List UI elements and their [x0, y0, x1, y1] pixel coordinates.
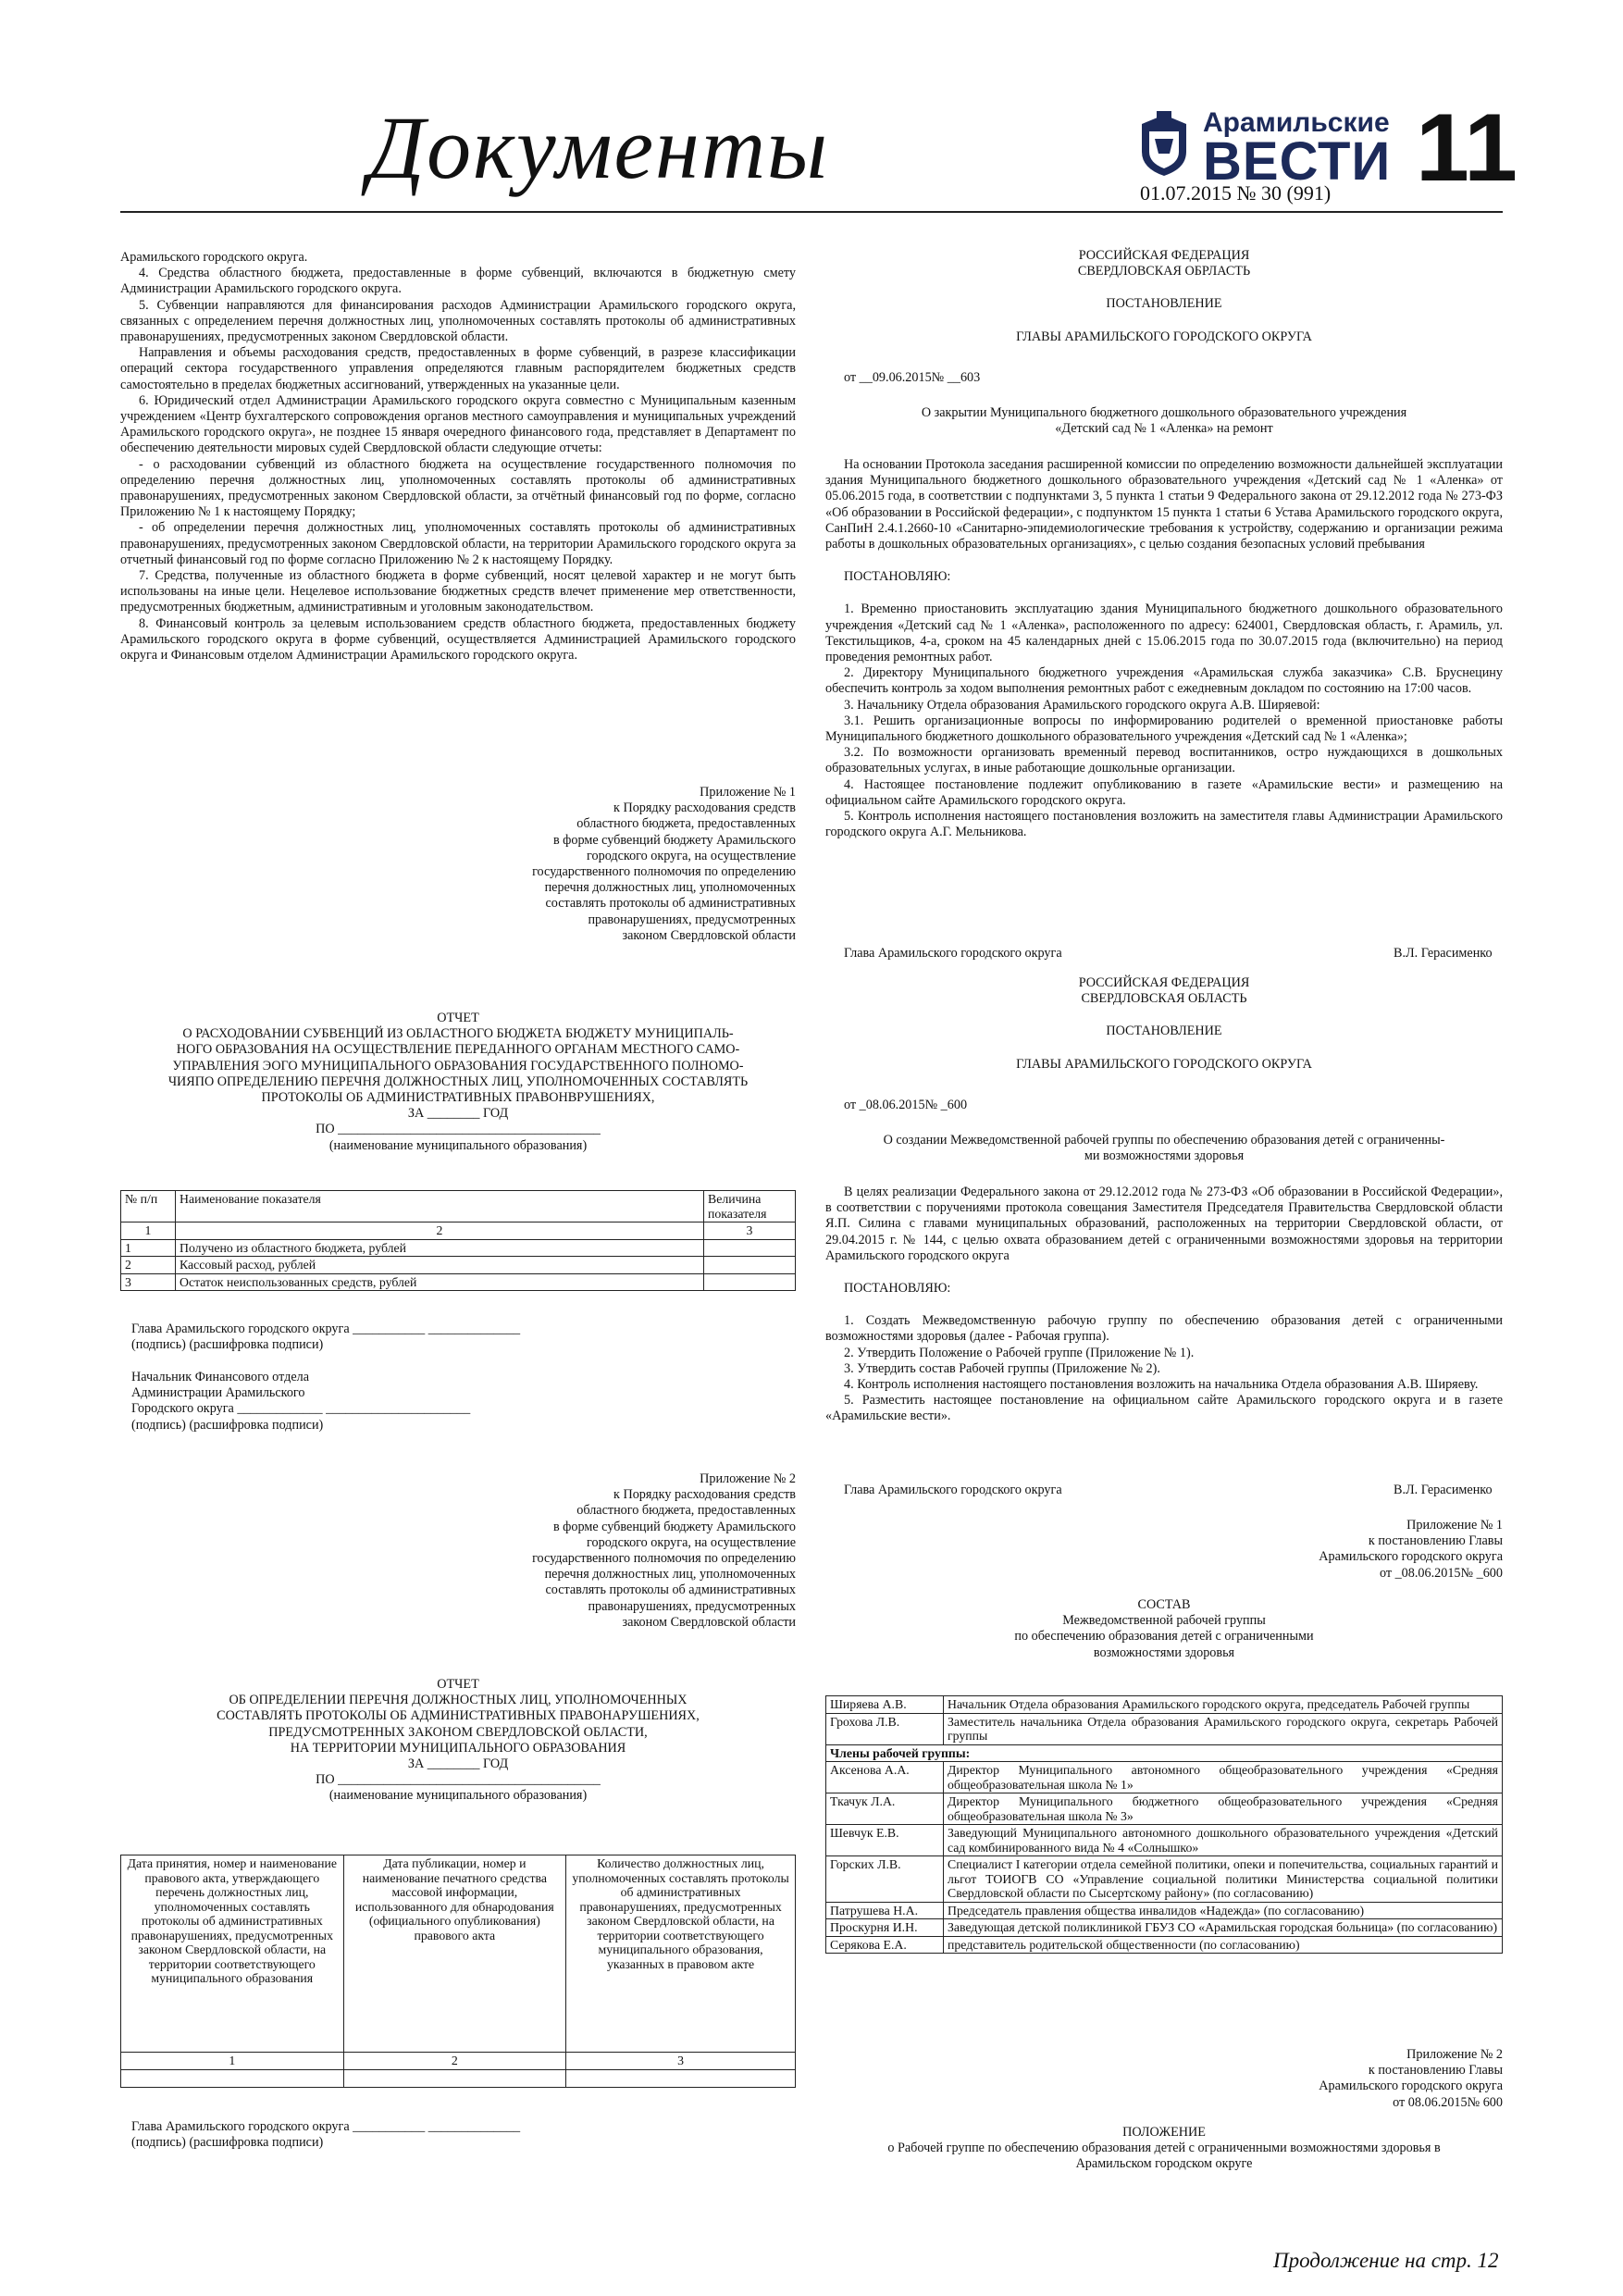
decree-org: ГЛАВЫ АРАМИЛЬСКОГО ГОРОДСКОГО ОКРУГА [1016, 329, 1312, 344]
table-cell: 2 [176, 1222, 704, 1240]
member-role: Директор Муниципального автономного общеобразовательного учреждения «Средняя общеобразовательная школа № 1» [944, 1762, 1503, 1793]
signature-line: Глава Арамильского городского округа ___________ ______________ [131, 1322, 521, 1336]
signature-line: Начальник Финансового отдела [131, 1370, 309, 1384]
appendix-line: от _08.06.2015№ _600 [1379, 1565, 1503, 1581]
decree-item: 1. Временно приостановить эксплуатацию здания Муниципального бюджетного дошкольного образовательного учреждения «Детский сад № 1 «Аленка», расположенного по адресу: 624001, Свердловская область, г. Арамиль, ул. Текстильщиков, 4-а, сроком на 45 календарных дней с 15.06.2015 года по 30.07.2015 года (включительно) на период проведения ремонтных работ. [825, 602, 1503, 665]
paragraph: 7. Средства, полученные из областного бюджета в форме субвенций, носят целевой характер и не могут быть использованы на иные цели. Нецелевое использование бюджетных средств влечет применение мер ответственности, предусмотренных бюджетным, административным и уголовным законодательством. [120, 568, 796, 615]
heading-line: РОССИЙСКАЯ ФЕДЕРАЦИЯ [1078, 248, 1250, 263]
appendix-line: к постановлению Главы [1368, 2063, 1503, 2079]
regulation-line: о Рабочей группе по обеспечению образования детей с ограниченными возможностями здоровья в [887, 2141, 1441, 2156]
table-cell: 2 [121, 1257, 176, 1274]
appendix-line: Арамильского городского округа [1319, 2079, 1503, 2094]
table-row [121, 2069, 796, 2087]
table-cell: 3 [121, 1273, 176, 1291]
table-cell [566, 2069, 796, 2087]
table-cell [704, 1257, 796, 1274]
appendix-line: государственного полномочия по определению [532, 864, 796, 880]
signature-block-2 [131, 1370, 687, 1433]
member-name: Серякова Е.А. [826, 1936, 944, 1954]
section-title: Документы [368, 98, 830, 197]
report-2-heading [120, 1677, 796, 1805]
table-cell: 1 [121, 1239, 176, 1257]
member-name: Ширяева А.В. [826, 1696, 944, 1714]
report-line: ПО ________________________________________ [316, 1122, 601, 1137]
table-header-cell: Количество должностных лиц, уполномоченных составлять протоколы об административных правонарушениях, предусмотренных законом Свердловской области, на территории соответствующего муниципального образования, указанных в правовом акте [566, 1855, 796, 2053]
appendix-line: Приложение № 2 [1406, 2047, 1503, 2062]
logo-text-top: Арамильские [1203, 107, 1390, 138]
member-name: Шевчук Е.В. [826, 1825, 944, 1856]
page-number: 11 [1416, 94, 1518, 202]
report-1-table [120, 1190, 796, 1291]
decree-item: 2. Директору Муниципального бюджетного учреждения «Арамильская служба заказчика» С.В. Бруснецину обеспечить контроль за ходом выполнения ремонтных работ с ежедневным докладом по состоянию на 17:00 часов. [825, 665, 1503, 697]
resolve-word: ПОСТАНОВЛЯЮ: [844, 1281, 951, 1297]
signature-line: Глава Арамильского городского округа ___________ ______________ [131, 2119, 521, 2134]
decree-item: 5. Разместить настоящее постановление на официальном сайте Арамильского городского округа и в газете «Арамильские вести». [825, 1393, 1503, 1424]
table-row [826, 1793, 1503, 1825]
decree-item: 4. Контроль исполнения настоящего постановления возложить на начальника Отдела образования А.В. Ширяеву. [844, 1377, 1479, 1393]
decree-org: ГЛАВЫ АРАМИЛЬСКОГО ГОРОДСКОГО ОКРУГА [1016, 1056, 1312, 1072]
issue-date: 01.07.2015 № 30 (991) [1140, 181, 1332, 205]
decree-item: 3. Начальнику Отдела образования Арамильского городского округа А.В. Ширяевой: [844, 697, 1320, 713]
decree-kind: ПОСТАНОВЛЕНИЕ [1106, 296, 1222, 312]
table-row [826, 1919, 1503, 1937]
table-header-cell: Наименование показателя [176, 1191, 704, 1222]
decree-600-sign-name: В.Л. Герасименко [1394, 1483, 1493, 1497]
paragraph: 4. Средства областного бюджета, предоставленные в форме субвенций, включаются в бюджетную смету Администрации Арамильского городского округа. [120, 266, 796, 297]
members-subheader: Члены рабочей группы: [826, 1744, 1503, 1762]
report-line: НА ТЕРРИТОРИИ МУНИЦИПАЛЬНОГО ОБРАЗОВАНИЯ [290, 1740, 626, 1756]
decree-item: 1. Создать Межведомственную рабочую группу по обеспечению образования детей с ограниченными возможностями здоровья (далее - Рабочая группа). [825, 1313, 1503, 1345]
subject-line: ми возможностями здоровья [1084, 1148, 1245, 1164]
appendix-line: к Порядку расходования средств [613, 800, 796, 816]
report-2-table [120, 1855, 796, 2088]
table-cell: 3 [704, 1222, 796, 1240]
composition-line: Межведомственной рабочей группы [1062, 1613, 1266, 1629]
appendix-1-heading [426, 785, 796, 944]
report-title: ОТЧЕТ [437, 1677, 479, 1692]
report-line: (наименование муниципального образования) [328, 1137, 588, 1153]
report-line: О РАСХОДОВАНИИ СУБВЕНЦИЙ ИЗ ОБЛАСТНОГО БЮДЖЕТА БЮДЖЕТУ МУНИЦИПАЛЬ- [182, 1026, 734, 1042]
signature-caption: (подпись) (расшифровка подписи) [131, 1417, 324, 1433]
composition-heading [825, 1597, 1503, 1661]
member-name: Проскурня И.Н. [826, 1919, 944, 1937]
table-row [121, 1257, 796, 1274]
appendix-line: законом Свердловской области [622, 1614, 796, 1630]
member-role: Заведующая детской поликлиникой ГБУЗ СО «Арамильская городская больница» (по согласованию) [944, 1919, 1503, 1937]
report-1-heading [120, 1011, 796, 1154]
appendix-title: Приложение № 1 [700, 785, 796, 800]
preamble: В целях реализации Федерального закона от 29.12.2012 года № 273-ФЗ «Об образовании в Российской Федерации», в соответствии с поручениями протокола совещания Заместителя Председателя Правительства Свердловской области Я.П. Силина с главами муниципальных образований, расположенных на территории Свердловской области, от 29.04.2015 г. № 144, с целью охвата образованием детей с ограниченными возможностями здоровья на территории Арамильского городского округа [825, 1185, 1503, 1263]
decree-600-body [825, 1185, 1503, 1425]
appendix-line: перечня должностных лиц, уполномоченных [544, 880, 796, 896]
appendix-line: составлять протоколы об административных [545, 896, 796, 912]
decree-item: 3.1. Решить организационные вопросы по информированию родителей о временной приостановке работы Муниципального бюджетного дошкольного образовательного учреждения «Детский сад № 1 «Аленка»; [825, 713, 1503, 745]
appendix-line: в форме субвенций бюджету Арамильского [552, 1519, 796, 1534]
composition-line: по обеспечению образования детей с ограниченными [1014, 1629, 1314, 1644]
appendix-line: Приложение № 1 [1406, 1518, 1503, 1533]
table-numbering-row [121, 2053, 796, 2070]
member-role: Председатель правления общества инвалидов «Надежда» (по согласованию) [944, 1902, 1503, 1919]
appendix-title: Приложение № 2 [700, 1471, 796, 1486]
decree-item: 3.2. По возможности организовать временный перевод воспитанников, остро нуждающихся в дошкольных образовательных услугах, в иные работающие дошкольные организации. [825, 745, 1503, 776]
paragraph: Направления и объемы расходования средств, предоставленных в форме субвенций, в разрезе классификации операций сектора государственного управления определяются главным распорядителем бюджетных средств самостоятельно в пределах бюджетных ассигнований, утвержденных на указанные цели. [120, 345, 796, 392]
table-row [826, 1713, 1503, 1744]
signature-caption: (подпись) (расшифровка подписи) [131, 2135, 324, 2151]
table-row [826, 1744, 1503, 1762]
table-row [826, 1762, 1503, 1793]
paragraph: - об определении перечня должностных лиц, уполномоченных составлять протоколы об административных правонарушениях, предусмотренных законом Свердловской области, на территории Арамильского городского округа за отчетный финансовый год по форме согласно Приложению № 2 к настоящему Порядку. [120, 520, 796, 567]
decree-item: 2. Утвердить Положение о Рабочей группе (Приложение № 1). [844, 1345, 1195, 1360]
table-header-cell: Дата принятия, номер и наименование правового акта, утверждающего перечень должностных лиц, уполномоченных составлять протоколы об административных правонарушениях, предусмотренных законом Свердловской области, на территории соответствующего муниципального образования [121, 1855, 344, 2053]
continued-note: Продолжение на стр. 12 [1273, 2249, 1499, 2272]
heading-line: РОССИЙСКАЯ ФЕДЕРАЦИЯ [1078, 975, 1250, 990]
report-line: ПО ________________________________________ [316, 1772, 601, 1788]
appendix-line: Арамильского городского округа [1319, 1549, 1503, 1565]
composition-title: СОСТАВ [1137, 1597, 1191, 1612]
member-role: Директор Муниципального бюджетного общеобразовательного учреждения «Средняя общеобразовательная школа № 3» [944, 1793, 1503, 1825]
decree-item: 3. Утвердить состав Рабочей группы (Приложение № 2). [844, 1360, 1160, 1376]
member-name: Аксенова А.А. [826, 1762, 944, 1793]
table-cell: 1 [121, 2053, 344, 2070]
decree-600-appendix-1-heading [1188, 1518, 1503, 1582]
paragraph: Арамильского городского округа. [120, 250, 308, 265]
table-cell [704, 1239, 796, 1257]
appendix-line: к постановлению Главы [1368, 1533, 1503, 1549]
appendix-line: городского округа, на осуществление [587, 1534, 796, 1550]
signature-block-1 [131, 1322, 687, 1353]
member-role: Специалист I категории отдела семейной политики, опеки и попечительства, социальных гарантий и льгот ТОИОГВ СО «Управление социальной политики Министерства социальной политики Свердловской области по Сысертскому району» (по согласованию) [944, 1856, 1503, 1903]
appendix-line: областного бюджета, предоставленных [576, 816, 796, 832]
appendix-line: к Порядку расходования средств [613, 1487, 796, 1503]
appendix-line: законом Свердловской области [622, 927, 796, 943]
report-line: ЧИЯПО ОПРЕДЕЛЕНИЮ ПЕРЕЧНЯ ДОЛЖНОСТНЫХ ЛИЦ, УПОЛНОМОЧЕННЫХ СОСТАВЛЯТЬ [167, 1074, 749, 1089]
table-cell [704, 1273, 796, 1291]
table-cell: Остаток неиспользованных средств, рублей [176, 1273, 704, 1291]
appendix-line: в форме субвенций бюджету Арамильского [552, 832, 796, 848]
report-line: ОБ ОПРЕДЕЛЕНИИ ПЕРЕЧНЯ ДОЛЖНОСТНЫХ ЛИЦ, УПОЛНОМОЧЕННЫХ [229, 1693, 688, 1708]
header-divider [120, 211, 1503, 213]
decree-item: 5. Контроль исполнения настоящего постановления возложить на заместителя главы Администрации Арамильского городского округа А.Г. Мельникова. [825, 809, 1503, 840]
table-header-cell: № п/п [121, 1191, 176, 1222]
signature-caption: (подпись) (расшифровка подписи) [131, 1337, 324, 1353]
table-cell: 2 [343, 2053, 566, 2070]
decree-603-subject [825, 405, 1503, 437]
crest-icon [1136, 111, 1192, 178]
paragraph: 6. Юридический отдел Администрации Арамильского городского округа совместно с Муниципальным казенным учреждением «Центр бухгалтерского сопровождения органов местного самоуправления и муниципальных учреждений Арамильского городского округа», не позднее 15 января очередного финансового года, представляет в Департамент по обеспечению деятельности мировых судей Свердловской области следующие отчеты: [120, 392, 796, 456]
member-name: Грохова Л.В. [826, 1713, 944, 1744]
heading-line: СВЕРДЛОВСКАЯ ОБРЛАСТЬ [1077, 264, 1251, 279]
composition-line: возможностями здоровья [1093, 1644, 1235, 1660]
subject-line: О создании Межведомственной рабочей группы по обеспечению образования детей с ограниченны- [883, 1133, 1445, 1148]
member-role: представитель родительской общественности (по согласованию) [944, 1936, 1503, 1954]
table-cell: Кассовый расход, рублей [176, 1257, 704, 1274]
member-role: Заведующий Муниципального автономного дошкольного образовательного учреждения «Детский сад комбинированного вида № 4 «Солнышко» [944, 1825, 1503, 1856]
table-row [826, 1936, 1503, 1954]
table-cell [121, 2069, 344, 2087]
paragraph: - о расходовании субвенций из областного бюджета на осуществление государственного полномочия по определению перечня должностных лиц, уполномоченных составлять протоколы об административных правонарушениях, предусмотренных законом Свердловской области, за отчётный финансовый год по форме, согласно Приложению № 1 к настоящему Порядку; [120, 456, 796, 520]
table-header-cell: Дата публикации, номер и наименование печатного средства массовой информации, использованного для обнародования (официального опубликования) правового акта [343, 1855, 566, 2053]
table-cell [343, 2069, 566, 2087]
report-line: НОГО ОБРАЗОВАНИЯ НА ОСУЩЕСТВЛЕНИЕ ПЕРЕДАННОГО ОРГАНАМ МЕСТНОГО САМО- [176, 1042, 740, 1058]
decree-603-heading [825, 248, 1503, 345]
appendix-line: городского округа, на осуществление [587, 848, 796, 863]
decree-item: 4. Настоящее постановление подлежит опубликованию в газете «Арамильские вести» и размещению на официальном сайте Арамильского городского округа. [825, 776, 1503, 808]
decree-603-sign-name: В.Л. Герасименко [1394, 946, 1493, 961]
member-role: Начальник Отдела образования Арамильского городского округа, председатель Рабочей группы [944, 1696, 1503, 1714]
resolve-word: ПОСТАНОВЛЯЮ: [844, 569, 951, 585]
report-line: УПРАВЛЕНИЯ ЭОГО МУНИЦИПАЛЬНОГО ОБРАЗОВАНИЯ ГОСУДАРСТВЕННОГО ПОЛНОМО- [172, 1058, 744, 1074]
member-name: Патрушева Н.А. [826, 1902, 944, 1919]
report-title: ОТЧЕТ [437, 1011, 479, 1025]
table-row [826, 1856, 1503, 1903]
report-line: СОСТАВЛЯТЬ ПРОТОКОЛЫ ОБ АДМИНИСТРАТИВНЫХ ПРАВОНАРУШЕНИЯХ, [217, 1708, 700, 1724]
regulation-line: Арамильском городском округе [1075, 2156, 1253, 2172]
member-name: Горских Л.В. [826, 1856, 944, 1903]
decree-600-subject [825, 1133, 1503, 1164]
decree-600-sign-title: Глава Арамильского городского округа [844, 1483, 1062, 1497]
report-line: ЗА ________ ГОД [407, 1106, 509, 1122]
signature-line: Городского округа _____________ ______________________ [131, 1401, 471, 1417]
signature-block-3 [131, 2119, 687, 2151]
appendix-line: составлять протоколы об административных [545, 1582, 796, 1598]
newspaper-logo [1136, 104, 1392, 192]
working-group-table [825, 1695, 1503, 1954]
table-row [121, 1273, 796, 1291]
appendix-line: от 08.06.2015№ 600 [1393, 2094, 1503, 2110]
signature-line: Администрации Арамильского [131, 1385, 305, 1401]
decree-600-date: от _08.06.2015№ _600 [844, 1098, 968, 1112]
decree-603-date: от __09.06.2015№ __603 [844, 370, 981, 385]
table-header-row [121, 1191, 796, 1222]
table-cell: Получено из областного бюджета, рублей [176, 1239, 704, 1257]
table-row [121, 1239, 796, 1257]
appendix-line: государственного полномочия по определению [532, 1551, 796, 1567]
member-role: Заместитель начальника Отдела образования Арамильского городского округа, секретарь Рабочей группы [944, 1713, 1503, 1744]
table-header-cell: Величина показателя [704, 1191, 796, 1222]
decree-603-body [825, 457, 1503, 840]
appendix-2-heading [426, 1471, 796, 1631]
paragraph: 8. Финансовый контроль за целевым использованием средств областного бюджета, предоставленных бюджету Арамильского городского округа в форме субвенций, осуществляется Администрацией Арамильского городского округа и Финансовым отделом Администрации Арамильского городского округа. [120, 615, 796, 664]
table-numbering-row [121, 1222, 796, 1240]
report-line: ПРЕДУСМОТРЕННЫХ ЗАКОНОМ СВЕРДЛОВСКОЙ ОБЛАСТИ, [268, 1724, 648, 1740]
table-row [826, 1696, 1503, 1714]
table-row [826, 1902, 1503, 1919]
regulation-title: ПОЛОЖЕНИЕ [1122, 2125, 1206, 2140]
report-line: (наименование муниципального образования) [328, 1788, 588, 1804]
table-row [826, 1825, 1503, 1856]
appendix-line: областного бюджета, предоставленных [576, 1503, 796, 1519]
table-cell: 1 [121, 1222, 176, 1240]
decree-603-sign-title: Глава Арамильского городского округа [844, 946, 1062, 961]
heading-line: СВЕРДЛОВСКАЯ ОБЛАСТЬ [1081, 991, 1247, 1007]
decree-600-appendix-2-heading [1188, 2047, 1503, 2111]
table-header-row [121, 1855, 796, 2053]
paragraph: 5. Субвенции направляются для финансирования расходов Администрации Арамильского городского округа, связанных с определением перечня должностных лиц, уполномоченных составлять протоколы об административных правонарушениях, предусмотренных законом Свердловской области. [120, 297, 796, 345]
table-cell: 3 [566, 2053, 796, 2070]
preamble: На основании Протокола заседания расширенной комиссии по определению возможности дальнейшей эксплуатации здания Муниципального бюджетного дошкольного образовательного учреждения «Детский сад № 1 «Аленка» от 05.06.2015 года, в соответствии с подпунктами 3, 5 пункта 1 статьи 9 Федерального закона от 29.12.2012 года № 273-ФЗ «Об образовании в Российской федерации», с подпунктом 15 пункта 1 статьи 6 Устава Арамильского городского округа, СанПиН 2.4.1.2660-10 «Санитарно-эпидемиологические требования к устройству, содержанию и организации режима работы в дошкольных образовательных организациях», с целью создания безопасных условий пребывания [825, 457, 1503, 552]
appendix-line: правонарушениях, предусмотренных [588, 912, 796, 927]
report-line: ПРОТОКОЛЫ ОБ АДМИНИСТРАТИВНЫХ ПРАВОНВРУШЕНИЯХ, [261, 1090, 655, 1106]
logo-text-vesti: ВЕСТИ [1203, 131, 1392, 192]
appendix-line: перечня должностных лиц, уполномоченных [544, 1567, 796, 1582]
subject-line: «Детский сад № 1 «Аленка» на ремонт [1055, 421, 1273, 437]
decree-kind: ПОСТАНОВЛЕНИЕ [1106, 1024, 1222, 1039]
regulation-heading [825, 2125, 1503, 2173]
report-line: ЗА ________ ГОД [407, 1756, 509, 1772]
subject-line: О закрытии Муниципального бюджетного дошкольного образовательного учреждения [921, 405, 1407, 420]
appendix-line: правонарушениях, предусмотренных [588, 1598, 796, 1614]
left-text-block [120, 250, 796, 664]
decree-600-heading [825, 975, 1503, 1073]
member-name: Ткачук Л.А. [826, 1793, 944, 1825]
